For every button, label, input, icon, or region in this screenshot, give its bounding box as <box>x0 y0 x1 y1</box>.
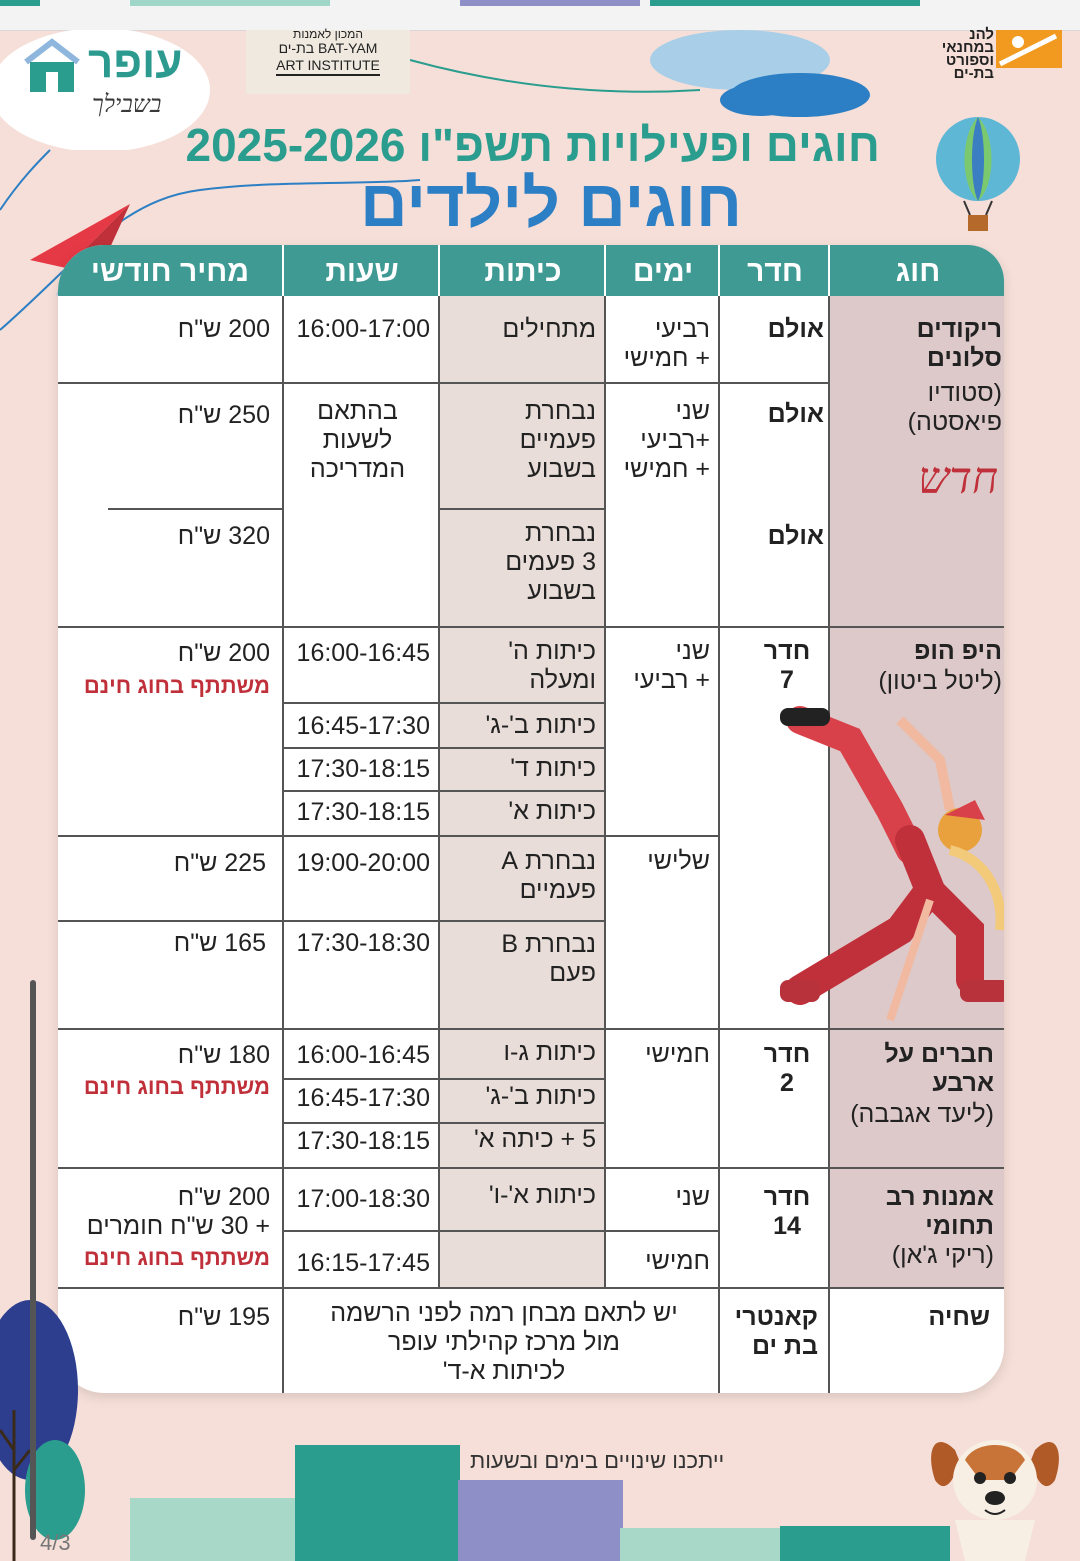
days: חמישי <box>645 1247 710 1275</box>
dog-illustration <box>925 1420 1065 1561</box>
grid-line <box>282 702 604 704</box>
activity-teacher: (ליעד אגבבה) <box>850 1100 994 1128</box>
grades: כיתות ב'-ג' <box>485 1082 596 1110</box>
grid-line <box>58 1167 1004 1169</box>
activity-name: היפ הופ <box>914 637 1002 665</box>
sport-logo-text: להנ במחנאי וספורט בת-ים <box>941 26 994 82</box>
activity-name: ריקודים סלונים <box>916 315 1002 372</box>
price: 195 ש"ח <box>177 1303 270 1331</box>
price: 200 ש"ח <box>177 639 270 667</box>
grades: נבחרת A פעמיים <box>501 847 596 904</box>
hours: 17:30-18:30 <box>296 929 430 957</box>
price: 225 ש"ח <box>173 849 266 877</box>
column-header-hours: שעות <box>282 245 440 296</box>
page-subtitle: חוגים לילדים <box>360 166 743 240</box>
grades: נבחרת B פעם <box>501 930 596 987</box>
grid-line <box>604 1230 718 1232</box>
art-institute-logo <box>246 27 410 94</box>
house-icon <box>22 38 82 96</box>
page-indicator: 4/3 <box>40 1530 71 1555</box>
activity-teacher: (סטודיו פיאסטה) <box>907 379 1002 436</box>
hours: 16:00-17:00 <box>296 315 430 343</box>
grid-line <box>718 296 720 1393</box>
grid-line <box>282 1230 604 1232</box>
grades: כיתות א' <box>508 797 596 825</box>
room: חדר 7 <box>763 637 811 694</box>
column-header-grades: כיתות <box>438 245 606 296</box>
grid-line <box>282 1122 604 1124</box>
grades: מתחילים <box>502 315 596 343</box>
activity-name: אמנות רב תחומי <box>885 1183 994 1240</box>
room: אולם <box>767 522 824 550</box>
grid-line <box>604 296 606 1287</box>
room: חדר 2 <box>763 1040 811 1097</box>
free-participant-note: משתתף בחוג חינם <box>83 673 270 698</box>
price: 180 ש"ח <box>177 1041 270 1069</box>
price: 200 ש"ח + 30 ש"ח חומרים <box>86 1183 270 1240</box>
hours: 17:30-18:15 <box>296 755 430 783</box>
column-header-room: חדר <box>718 245 830 296</box>
activity-name: שחיה <box>928 1303 990 1331</box>
grid-line <box>58 626 1004 628</box>
room: קאנטרי בת ים <box>734 1303 818 1360</box>
price: 320 ש"ח <box>177 522 270 550</box>
hours: 17:30-18:15 <box>296 798 430 826</box>
hours: 16:45-17:30 <box>296 1084 430 1112</box>
hours: 19:00-20:00 <box>296 849 430 877</box>
room: אולם <box>767 400 824 428</box>
grid-line <box>438 508 604 510</box>
days: שני +רביעי + חמישי <box>623 397 710 483</box>
free-participant-note: משתתף בחוג חינם <box>83 1074 270 1099</box>
sport-logo-icon <box>996 30 1062 68</box>
tree-illustration <box>0 1300 90 1561</box>
price: 250 ש"ח <box>177 401 270 429</box>
grades: 5 + כיתה א' <box>473 1125 596 1153</box>
art-institute-line: בת-ים BAT-YAM <box>278 40 378 56</box>
hours: 17:00-18:30 <box>296 1185 430 1213</box>
grid-line <box>108 508 282 510</box>
activity-teacher: (ריקי ג'אן) <box>891 1241 994 1269</box>
grid-line <box>58 835 718 837</box>
grades: נבחרת 3 פעמים בשבוע <box>505 519 596 605</box>
art-institute-line: המכון לאמנות <box>293 27 363 41</box>
grades: כיתות ב'-ג' <box>485 711 596 739</box>
swim-note: יש לתאם מבחן רמה לפני הרשמה מול מרכז קהילתי עופר לכיתות א-ד' <box>330 1299 678 1385</box>
grid-line <box>58 382 828 384</box>
hours: 16:00-16:45 <box>296 639 430 667</box>
days: שני + רביעי <box>633 637 710 694</box>
grades: כיתות ג-ו <box>503 1038 596 1066</box>
cloud-icon <box>650 30 890 120</box>
schedule-table <box>58 245 1004 1393</box>
hot-air-balloon-icon <box>930 115 1026 235</box>
schedule-change-note: ייתכנו שינויים בימים ובשעות <box>470 1448 725 1473</box>
grades: כיתות ה' ומעלה <box>508 637 596 694</box>
activity-name: חברים על ארבע <box>884 1040 994 1097</box>
grid-line <box>282 747 604 749</box>
grid-line <box>438 296 440 1287</box>
hours: 17:30-18:15 <box>296 1127 430 1155</box>
grades: כיתות ד' <box>510 754 596 782</box>
days: רביעי + חמישי <box>623 315 710 372</box>
grades: כיתות א'-ו' <box>488 1181 596 1209</box>
grid-line <box>58 1287 1004 1289</box>
hours: 16:45-17:30 <box>296 712 430 740</box>
grid-line <box>282 296 284 1393</box>
grid-line <box>58 920 604 922</box>
days: חמישי <box>645 1040 710 1068</box>
room: חדר 14 <box>763 1183 811 1240</box>
free-participant-note: משתתף בחוג חינם <box>83 1245 270 1270</box>
hours: בהתאם לשעות המדריכה <box>309 397 406 483</box>
activity-teacher: (ליטל ביטון) <box>878 667 1002 695</box>
column-header-price: מחיר חודשי <box>58 245 282 296</box>
column-header-activity: חוג <box>828 245 1004 296</box>
price: 200 ש"ח <box>177 315 270 343</box>
art-institute-line: ART INSTITUTE <box>276 57 380 76</box>
new-badge: חדש <box>918 453 998 504</box>
page-title: חוגים ופעילויות תשפ"ו 2025-2026 <box>185 119 880 171</box>
hiphop-dancer-illustration <box>770 700 1004 1030</box>
scrollbar[interactable] <box>30 980 36 1540</box>
column-header-days: ימים <box>604 245 720 296</box>
grid-line <box>282 790 604 792</box>
grades: נבחרת פעמיים בשבוע <box>519 397 596 483</box>
ofer-logo-text: עופר <box>88 38 183 87</box>
hours: 16:15-17:45 <box>296 1249 430 1277</box>
ofer-logo-subtext: בשבילך <box>92 90 162 118</box>
days: שלישי <box>647 847 710 875</box>
price: 165 ש"ח <box>173 929 266 957</box>
days: שני <box>675 1183 710 1211</box>
room: אולם <box>767 315 824 343</box>
hours: 16:00-16:45 <box>296 1041 430 1069</box>
grid-line <box>282 1078 604 1080</box>
